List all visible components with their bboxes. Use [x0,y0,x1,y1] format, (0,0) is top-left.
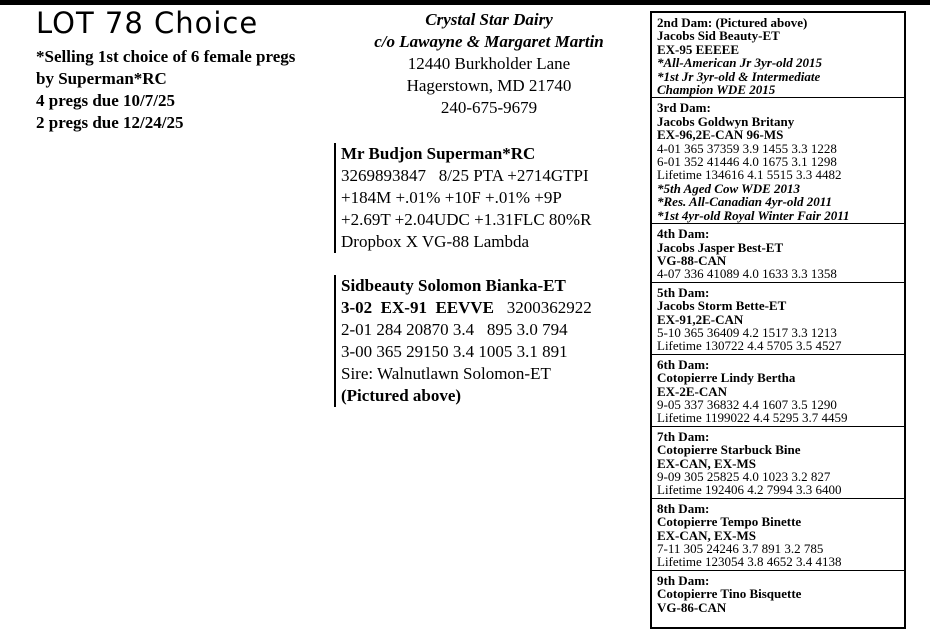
ancestor-name: Jacobs Storm Bette-ET [657,298,787,314]
ancestor-header: 6th Dam: [657,356,710,372]
ancestor-classification: EX-2E-CAN [657,383,728,399]
dam-line: Sire: Walnutlawn Solomon-ET [341,364,551,383]
sire-block [334,143,591,253]
ancestor-honor: *1st 4yr-old Royal Winter Fair 2011 [657,207,850,223]
ancestor-header: 4th Dam: [657,226,710,242]
ancestor-classification: EX-CAN, EX-MS [657,527,756,543]
top-rule [0,0,930,5]
ancestor-name: Cotopierre Lindy Bertha [657,370,796,386]
consignor-phone: 240-675-9679 [440,98,538,117]
sire-line: 3269893847 8/25 PTA +2714GTPI [341,166,589,185]
lot-description-line: 4 pregs due 10/7/25 [36,91,176,110]
sire-name: Mr Budjon Superman*RC [341,144,536,163]
ancestor-record: Lifetime 1199022 4.4 5295 3.7 4459 [657,410,848,426]
dam-note: (Pictured above) [341,386,462,405]
consignor-owners: c/o Lawayne & Margaret Martin [374,32,604,51]
dam-name: Sidbeauty Solomon Bianka-ET [341,276,566,295]
pedigree-box [650,11,906,629]
ancestor-record: 6-01 352 41446 4.0 1675 3.1 1298 [657,154,837,170]
ancestor-honor: *All-American Jr 3yr-old 2015 [657,55,823,71]
ancestor-record: 4-07 336 41089 4.0 1633 3.3 1358 [657,266,837,282]
ancestor-record: 9-09 305 25825 4.0 1023 3.2 827 [657,469,831,484]
dam-classification-row [341,297,592,319]
ancestor-entry [652,224,904,283]
consignor-block [350,9,628,119]
ancestor-classification: VG-88-CAN [657,252,727,268]
ancestor-honor: *Res. All-Canadian 4yr-old 2011 [657,194,833,210]
ancestor-honor: Champion WDE 2015 [657,82,776,98]
ancestor-header: 3rd Dam: [657,100,711,116]
dam-block [334,275,592,407]
sire-line: +2.69T +2.04UDC +1.31FLC 80%R [341,210,592,229]
lot-description-line: 2 pregs due 12/24/25 [36,113,184,132]
ancestor-entry [652,427,904,499]
ancestor-record: 5-10 365 36409 4.2 1517 3.3 1213 [657,324,837,340]
ancestor-entry [652,499,904,571]
ancestor-entry [652,98,904,224]
ancestor-record: Lifetime 123054 3.8 4652 3.4 4138 [657,554,842,570]
ancestor-entry [652,571,904,615]
ancestor-header: 9th Dam: [657,572,710,588]
ancestor-header: 5th Dam: [657,284,710,300]
ancestor-classification: EX-91,2E-CAN [657,311,744,327]
ancestor-record: Lifetime 134616 4.1 5515 3.3 4482 [657,167,842,183]
ancestor-header: 2nd Dam: (Pictured above) [657,15,808,30]
ancestor-honor: *5th Aged Cow WDE 2013 [657,180,801,196]
ancestor-honor: *1st Jr 3yr-old & Intermediate [657,68,821,84]
ancestor-classification: EX-CAN, EX-MS [657,455,756,471]
dam-registration: 3200362922 [506,298,592,317]
ancestor-header: 8th Dam: [657,500,710,516]
ancestor-record: 9-05 337 36832 4.4 1607 3.5 1290 [657,396,837,412]
consignor-address: 12440 Burkholder Lane [407,54,571,73]
ancestor-record: 7-11 305 24246 3.7 891 3.2 785 [657,541,824,557]
sire-line: Dropbox X VG-88 Lambda [341,232,530,251]
ancestor-classification: EX-95 EEEEE [657,41,739,57]
ancestor-entry [652,283,904,355]
ancestor-name: Jacobs Sid Beauty-ET [657,28,780,44]
lot-description-line: *Selling 1st choice of 6 female pregs [36,47,296,66]
ancestor-name: Cotopierre Tino Bisquette [657,586,802,602]
ancestor-entry [652,13,904,98]
ancestor-record: Lifetime 130722 4.4 5705 3.5 4527 [657,338,842,354]
dam-line: 2-01 284 20870 3.4 895 3.0 794 [341,320,568,339]
dam-classification: 3-02 EX-91 EEVVE [341,298,495,317]
ancestor-record: Lifetime 192406 4.2 7994 3.3 6400 [657,482,842,498]
ancestor-entry [652,355,904,427]
ancestor-name: Jacobs Jasper Best-ET [657,239,784,255]
ancestor-record: 4-01 365 37359 3.9 1455 3.3 1228 [657,140,837,156]
ancestor-classification: EX-96,2E-CAN 96-MS [657,127,784,143]
ancestor-name: Jacobs Goldwyn Britany [657,113,795,129]
lot-title: LOT 78 Choice [36,6,259,40]
sire-line: +184M +.01% +10F +.01% +9P [341,188,562,207]
lot-description [36,46,336,134]
ancestor-name: Cotopierre Tempo Binette [657,514,802,530]
ancestor-classification: VG-86-CAN [657,599,727,615]
lot-description-line: by Superman*RC [36,69,167,88]
consignor-farm: Crystal Star Dairy [425,10,553,29]
consignor-city: Hagerstown, MD 21740 [406,76,572,95]
ancestor-header: 7th Dam: [657,428,710,444]
dam-line: 3-00 365 29150 3.4 1005 3.1 891 [341,342,568,361]
ancestor-name: Cotopierre Starbuck Bine [657,442,801,458]
